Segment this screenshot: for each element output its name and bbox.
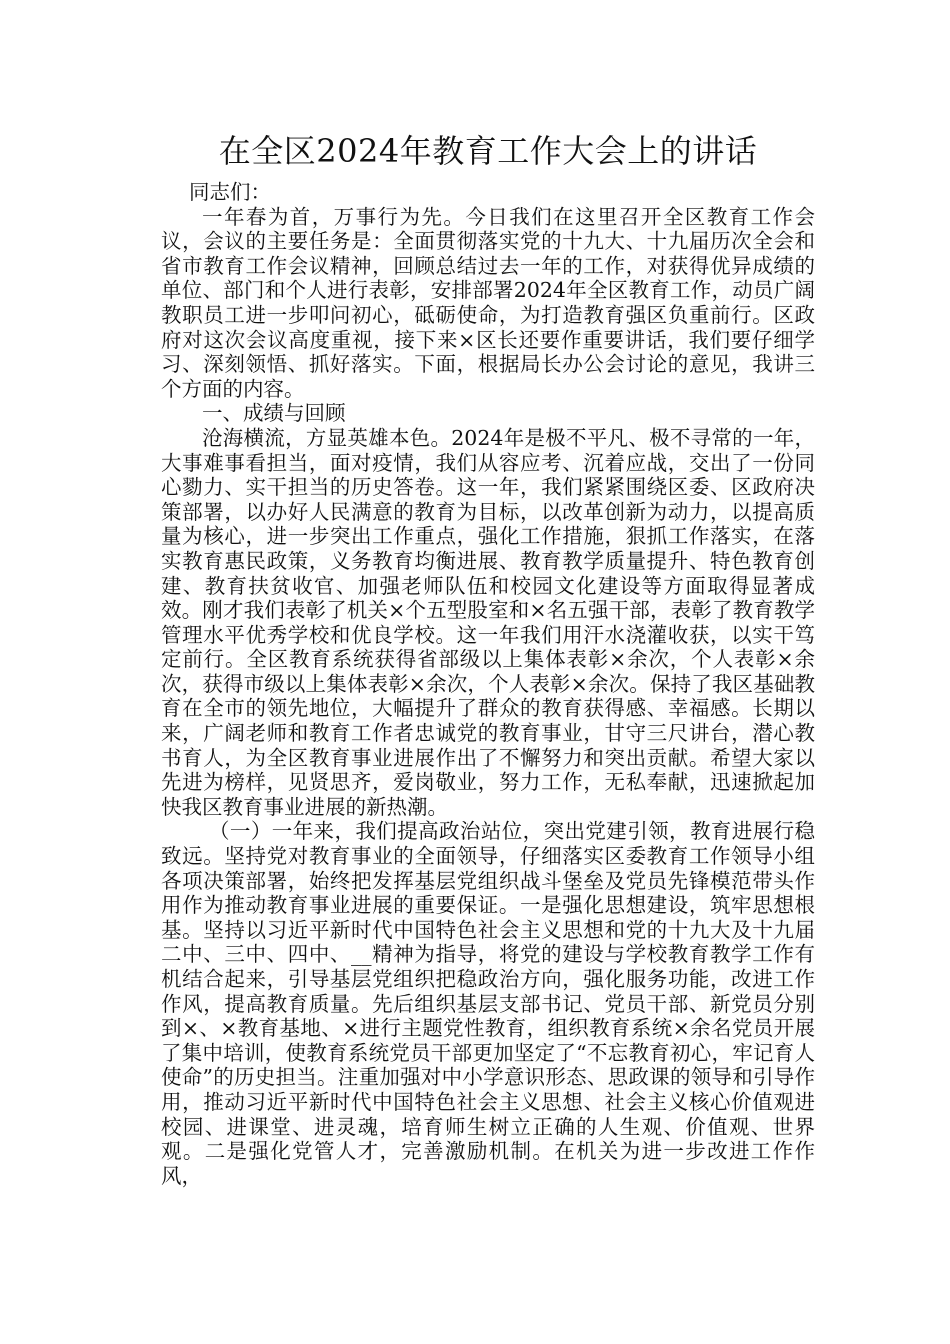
salutation: 同志们：: [189, 180, 271, 204]
document-page: [161, 128, 815, 1188]
section-heading-achievements: 一、成绩与回顾: [202, 401, 346, 426]
paragraph-achievements: 沧海横流，方显英雄本色。2024年是极不平凡、极不寻常的一年，大事难事看担当，面对疫情，我们从容应考、沉着应战，交出了一份同心勠力、实干担当的历史答卷。这一年，我们紧紧围绕区委、区政府决策部署，以办好人民满意的教育为目标，以改革创新为动力，以提高质量为核心，进一步突出工作重点，强化工作措施，狠抓工作落实，在落实教育惠民政策，义务教育均衡进展、教育教学质量提升、特色教育创建、教育扶贫收官、加强老师队伍和校园文化建设等方面取得显著成效。刚才我们表彰了机关×个五型股室和×名五强干部，表彰了教育教学管理水平优秀学校和优良学校。这一年我们用汗水浇灌收获，以实干笃定前行。全区教育系统获得省部级以上集体表彰×余次，个人表彰×余次，获得市级以上集体表彰×余次，个人表彰×余次。保持了我区基础教育在全市的领先地位，大幅提升了群众的教育获得感、幸福感。长期以来，广阔老师和教育工作者忠诚党的教育事业，甘守三尺讲台，潜心教书育人，为全区教育事业进展作出了不懈努力和突出贡献。希望大家以先进为榜样，见贤思齐，爱岗敬业，努力工作，无私奉献，迅速掀起加快我区教育事业进展的新热潮。: [161, 425, 815, 819]
paragraph-opening: 一年春为首，万事行为先。今日我们在这里召开全区教育工作会议，会议的主要任务是：全面贯彻落实党的十九大、十九届历次全会和省市教育工作会议精神，回顾总结过去一年的工作，对获得优异成绩的单位、部门和个人进行表彰，安排部署2024年全区教育工作，动员广阔教职员工进一步叩问初心，砥砺使命，为打造教育强区负重前行。区政府对这次会议高度重视，接下来×区长还要作重要讲话，我们要仔细学习、深刻领悟、抓好落实。下面，根据局长办公会讨论的意见，我讲三个方面的内容。: [161, 204, 815, 401]
paragraph-party-building: （一）一年来，我们提高政治站位，突出党建引领，教育进展行稳致远。坚持党对教育事业的全面领导，仔细落实区委教育工作领导小组各项决策部署，始终把发挥基层党组织战斗堡垒及党员先锋模范带头作用作为推动教育事业进展的重要保证。一是强化思想建设，筑牢思想根基。坚持以习近平新时代中国特色社会主义思想和党的十九大及十九届二中、三中、四中、__精神为指导，将党的建设与学校教育教学工作有机结合起来，引导基层党组织把稳政治方向，强化服务功能，改进工作作风，提高教育质量。先后组织基层支部书记、党员干部、新党员分别到×、×教育基地、×进行主题党性教育，组织教育系统×余名党员开展了集中培训，使教育系统党员干部更加坚定了“不忘教育初心，牢记育人使命”的历史担当。注重加强对中小学意识形态、思政课的领导和引导作用，推动习近平新时代中国特色社会主义思想、社会主义核心价值观进校园、进课堂、进灵魂，培育师生树立正确的人生观、价值观、世界观。二是强化党管人才，完善激励机制。在机关为进一步改进工作作风，: [161, 819, 815, 1188]
document-title: 在全区2024年教育工作大会上的讲话: [218, 132, 758, 170]
document-body: [161, 180, 815, 1188]
